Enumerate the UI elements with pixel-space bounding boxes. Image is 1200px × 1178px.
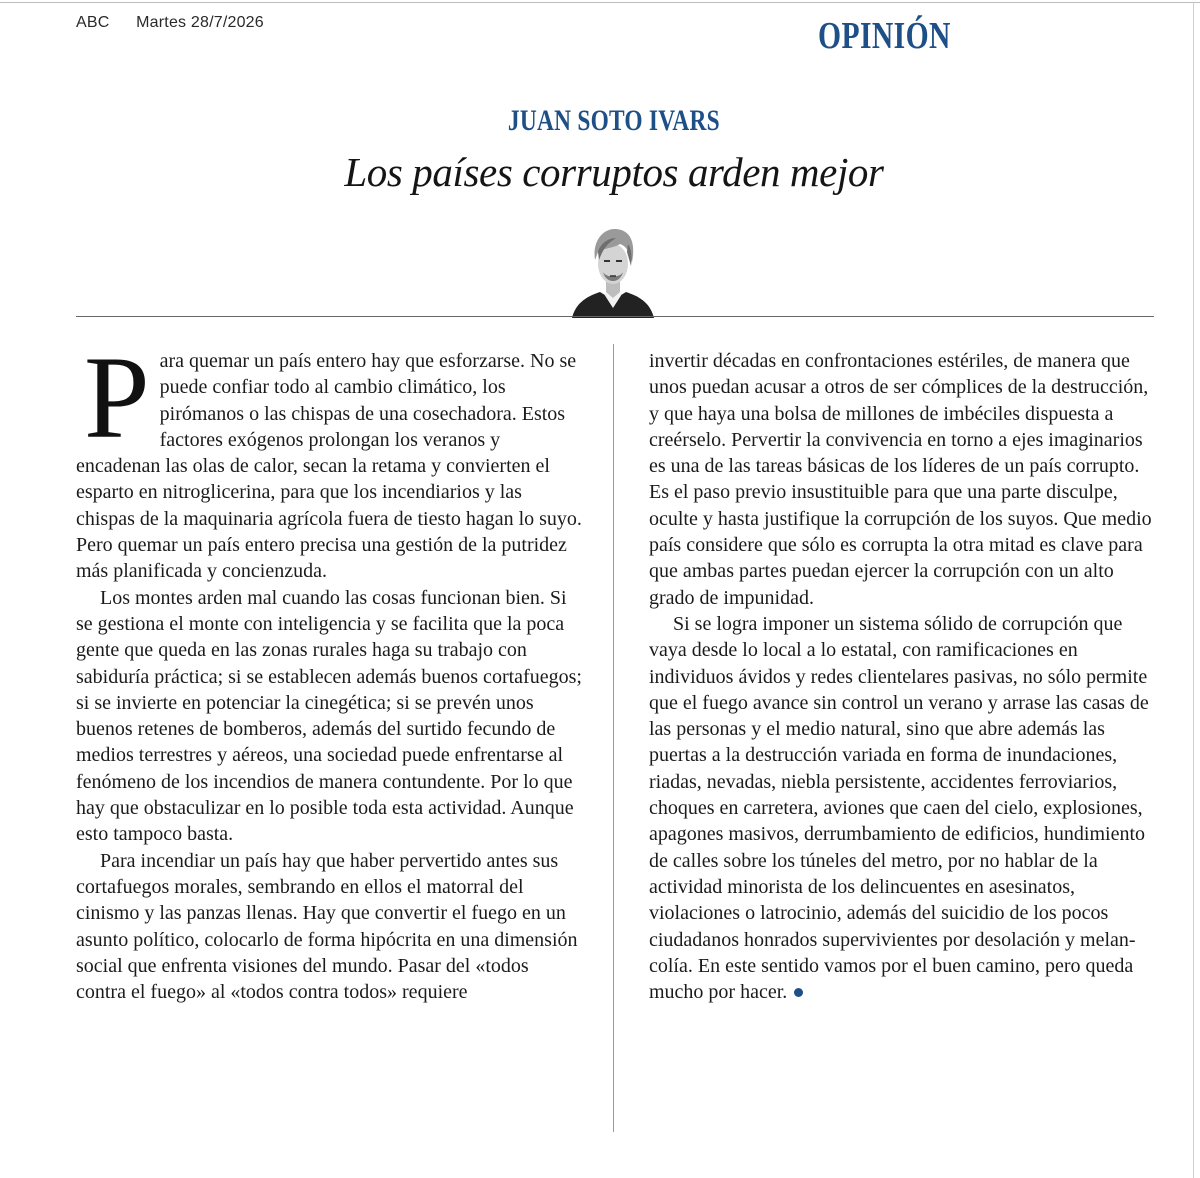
paragraph-4: invertir décadas en confrontaciones estériles, de manera que unos puedan acusar a otros de ser cómplices de la destrucción, y que haya una bolsa de millones de imbéciles dispuesta a creérselo. Pervertir la convivencia en torno a ejes imaginarios es una de las tareas básicas de los líderes de un país corrupto. Es el paso previo insustituible para que una parte disculpe, oculte y hasta justifique la corrupción de los suyos. Que medio país considere que sólo es corrupta la otra mitad es clave para que ambas partes puedan ejercer la corrupción con un alto grado de impunidad. — [649, 350, 1152, 609]
article-title: Los países corruptos arden mejor — [344, 149, 884, 195]
masthead — [76, 14, 286, 32]
author-portrait-icon — [570, 222, 656, 318]
end-of-article-dot-icon — [794, 988, 803, 997]
paragraph-2: Los montes arden mal cuando las cosas funcionan bien. Si se gestiona el monte con inteligencia y se facilita que la poca gente que queda en las zonas rurales haga su trabajo con sabiduría práctica; si se establecen además buenos cortafuegos; si se invierte en potenciar la cinegética; si se prevén unos buenos retenes de bomberos, además del surtido fecundo de medios terrestres y aéreos, una sociedad puede enfrentarse al fenómeno de los incendios de manera contundente. Por lo que hay que obstaculizar en lo posible toda esta actividad. Aunque esto tampoco basta. — [76, 586, 582, 846]
newspaper-name: ABC — [76, 14, 110, 31]
paragraph-1 — [76, 332, 582, 585]
column-divider — [613, 344, 614, 1132]
header-divider — [76, 316, 1154, 317]
section-label: OPINIÓN — [818, 15, 951, 57]
author-byline — [0, 104, 1200, 138]
drop-cap: P — [84, 332, 150, 463]
paragraph-5-text: Si se logra imponer un sistema sólido de corrupción que vaya desde lo local a lo estatal, con ramificaciones en individuos ávidos y redes clientelares pasivas, no sólo permite que el fuego avance sin control un verano y arrase las casas de las personas y el medio natural, sino que abre además las puertas a la destrucción variada en forma de inundaciones, riadas, nevadas, niebla persistente, accidentes ferroviarios, choques en carretera, aviones que caen del cielo, explosiones, apagones masivos, derrumbamiento de edificios, hundimiento de calles sobre los túneles del metro, por no hablar de la actividad minorista de los delincuentes en asesinatos, violaciones o latrocinio, además del suicidio de los pocos ciudadanos honrados supervivientes por desolación y melancolía. En este sentido vamos por el buen camino, pero queda mucho por hacer. — [649, 612, 1149, 1004]
paragraph-5 — [649, 611, 1154, 1005]
issue-date: Martes 28/7/2026 — [136, 14, 264, 31]
paragraph-1-text: ara quemar un país entero hay que esforzarse. No se puede confiar todo al cambio climático, los pirómanos o las chispas de una cosechadora. Estos factores exógenos prolongan los veranos y encadenan las olas de calor, secan la retama y convierten el esparto en nitroglicerina, para que los incendiarios y las chispas de la maquinaria agrícola fuera de tiesto hagan lo suyo. Pero quemar un país entero precisa una gestión de la putridez más planificada y concienzuda. — [76, 350, 582, 583]
page-top-border — [0, 2, 1200, 3]
article-left-column — [76, 332, 582, 1005]
article-right-column — [649, 348, 1154, 1005]
paragraph-3: Para incendiar un país hay que haber pervertido antes sus cortafuegos morales, sembrando en ellos el matorral del cinismo y las panzas llenas. Hay que convertir el fuego en un asunto político, colocarlo de forma hipócrita en una dimensión social que enfrenta visiones del mundo. Pasar del «todos contra el fuego» al «todos contra todos» requiere — [76, 849, 578, 1004]
author-name: JUAN SOTO IVARS — [507, 104, 721, 137]
